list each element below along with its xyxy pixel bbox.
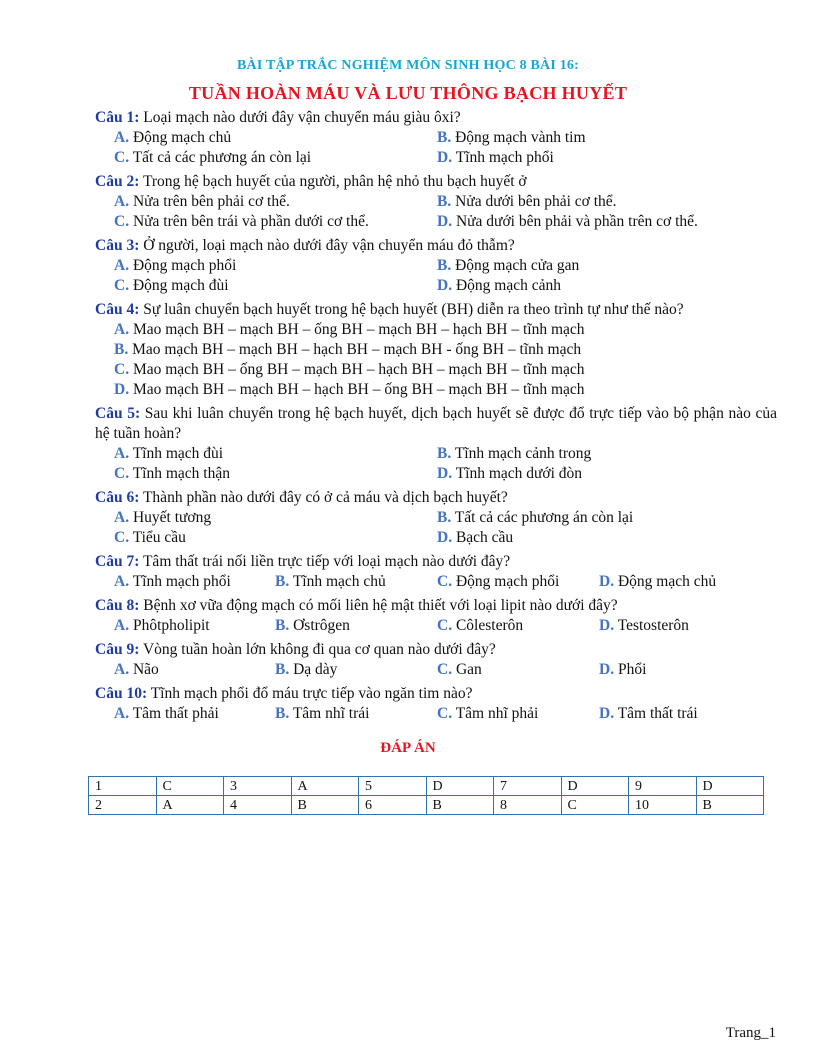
question-text: Sự luân chuyển bạch huyết trong hệ bạch huyết (BH) diễn ra theo trình tự như thế nào? — [143, 301, 684, 318]
option-d: D. Bạch cầu — [437, 529, 514, 546]
table-cell: 6 — [359, 796, 427, 815]
table-cell: 3 — [224, 777, 292, 796]
table-cell: B — [696, 796, 764, 815]
option-b: B. Tĩnh mạch chủ — [275, 573, 386, 590]
table-cell: D — [426, 777, 494, 796]
page-number: Trang_1 — [725, 1025, 776, 1041]
question-text: Thành phần nào dưới đây có ở cả máu và dịch bạch huyết? — [142, 489, 508, 506]
option-c: C. Tâm nhĩ phải — [437, 705, 539, 722]
table-cell: 4 — [224, 796, 292, 815]
question-label: Câu 3: — [95, 237, 140, 254]
option-b: B. Tĩnh mạch cảnh trong — [437, 445, 592, 462]
option-b: B. Ơstrôgen — [275, 617, 350, 634]
question-text: Vòng tuần hoàn lớn không đi qua cơ quan nào dưới đây? — [142, 641, 496, 658]
question-text: Tâm thất trái nối liền trực tiếp với loại mạch nào dưới đây? — [142, 553, 511, 570]
question-text: Loại mạch nào dưới đây vận chuyển máu giàu ôxi? — [143, 109, 461, 126]
table-row — [89, 796, 764, 815]
option-a: A. Mao mạch BH – mạch BH – ống BH – mạch BH – hạch BH – tĩnh mạch — [114, 321, 585, 338]
option-c: C. Gan — [437, 661, 482, 678]
option-b: B. Tâm nhĩ trái — [275, 705, 370, 722]
option-d: D. Nửa dưới bên phải và phần trên cơ thể. — [437, 213, 698, 230]
table-cell: 2 — [89, 796, 157, 815]
title-line-2: TUẦN HOÀN MÁU VÀ LƯU THÔNG BẠCH HUYẾT — [188, 83, 628, 103]
option-a: A. Tĩnh mạch đùi — [114, 445, 224, 462]
title-line-1: BÀI TẬP TRẮC NGHIỆM MÔN SINH HỌC 8 BÀI 16: — [237, 58, 579, 73]
question-2 — [95, 172, 777, 232]
table-row — [89, 777, 764, 796]
table-cell: 1 — [89, 777, 157, 796]
option-a: A. Động mạch phổi — [114, 257, 237, 274]
question-4 — [95, 300, 777, 400]
option-a: A. Huyết tương — [114, 509, 212, 526]
table-cell: 8 — [494, 796, 562, 815]
question-5 — [95, 404, 777, 484]
question-9 — [95, 640, 777, 680]
question-6 — [95, 488, 777, 548]
option-c: C. Động mạch đùi — [114, 277, 229, 294]
option-d: D. Tĩnh mạch phổi — [437, 149, 554, 166]
question-text: Trong hệ bạch huyết của người, phân hệ nhỏ thu bạch huyết ở — [142, 173, 527, 190]
question-label: Câu 4: — [95, 301, 140, 318]
option-c: C. Côlesterôn — [437, 617, 524, 634]
option-b: B. Dạ dày — [275, 661, 338, 678]
table-cell: B — [291, 796, 359, 815]
table-cell: A — [291, 777, 359, 796]
table-cell: 5 — [359, 777, 427, 796]
option-b: B. Động mạch vành tim — [437, 129, 586, 146]
option-a: A. Phôtpholipit — [114, 617, 210, 634]
question-7 — [95, 552, 777, 592]
option-c: C. Tĩnh mạch thận — [114, 465, 230, 482]
option-b: B. Tất cả các phương án còn lại — [437, 509, 634, 526]
question-label: Câu 8: — [95, 597, 140, 614]
question-text: Sau khi luân chuyển trong hệ bạch huyết, dịch bạch huyết sẽ được đổ trực tiếp vào bộ phận nào của hệ tuần hoàn? — [95, 405, 777, 442]
table-cell: A — [156, 796, 224, 815]
question-8 — [95, 596, 777, 636]
option-d: D. Testosterôn — [599, 617, 689, 634]
option-a: A. Nửa trên bên phải cơ thể. — [114, 193, 290, 210]
question-label: Câu 1: — [95, 109, 140, 126]
table-cell: 9 — [629, 777, 697, 796]
option-d: D. Tâm thất trái — [599, 705, 698, 722]
table-cell: 7 — [494, 777, 562, 796]
question-label: Câu 6: — [95, 489, 140, 506]
option-d: D. Tĩnh mạch dưới đòn — [437, 465, 583, 482]
question-label: Câu 2: — [95, 173, 140, 190]
table-cell: 10 — [629, 796, 697, 815]
option-c: C. Tiểu cầu — [114, 529, 186, 546]
option-b: B. Nửa dưới bên phải cơ thể. — [437, 193, 617, 210]
option-b: B. Mao mạch BH – mạch BH – hạch BH – mạch BH - ống BH – tĩnh mạch — [114, 341, 582, 358]
option-a: A. Tĩnh mạch phổi — [114, 573, 231, 590]
option-d: D. Động mạch chủ — [599, 573, 717, 590]
table-cell: B — [426, 796, 494, 815]
option-a: A. Tâm thất phải — [114, 705, 219, 722]
option-a: A. Não — [114, 661, 159, 678]
question-1 — [95, 108, 777, 168]
table-cell: D — [696, 777, 764, 796]
question-10 — [95, 684, 777, 724]
option-c: C. Mao mạch BH – ống BH – mạch BH – hạch BH – mạch BH – tĩnh mạch — [114, 361, 585, 378]
question-label: Câu 9: — [95, 641, 140, 658]
option-d: D. Động mạch cảnh — [437, 277, 561, 294]
question-text: Bệnh xơ vữa động mạch có mối liên hệ mật thiết với loại lipit nào dưới đây? — [143, 597, 618, 614]
option-a: A. Động mạch chủ — [114, 129, 232, 146]
option-c: C. Nửa trên bên trái và phần dưới cơ thể. — [114, 213, 369, 230]
question-3 — [95, 236, 777, 296]
table-cell: C — [156, 777, 224, 796]
question-label: Câu 10: — [95, 685, 148, 702]
answer-table — [88, 776, 764, 815]
option-d: D. Mao mạch BH – mạch BH – hạch BH – ống BH – mạch BH – tĩnh mạch — [114, 381, 585, 398]
option-c: C. Động mạch phổi — [437, 573, 560, 590]
option-d: D. Phổi — [599, 661, 647, 678]
answer-heading: ĐÁP ÁN — [380, 740, 436, 756]
table-cell: C — [561, 796, 629, 815]
question-text: Ở người, loại mạch nào dưới đây vận chuyển máu đỏ thẫm? — [143, 237, 515, 254]
option-c: C. Tất cả các phương án còn lại — [114, 149, 312, 166]
question-text: Tĩnh mạch phổi đổ máu trực tiếp vào ngăn tim nào? — [150, 685, 473, 702]
table-cell: D — [561, 777, 629, 796]
question-label: Câu 7: — [95, 553, 140, 570]
question-label: Câu 5: — [95, 405, 141, 422]
option-b: B. Động mạch cửa gan — [437, 257, 580, 274]
